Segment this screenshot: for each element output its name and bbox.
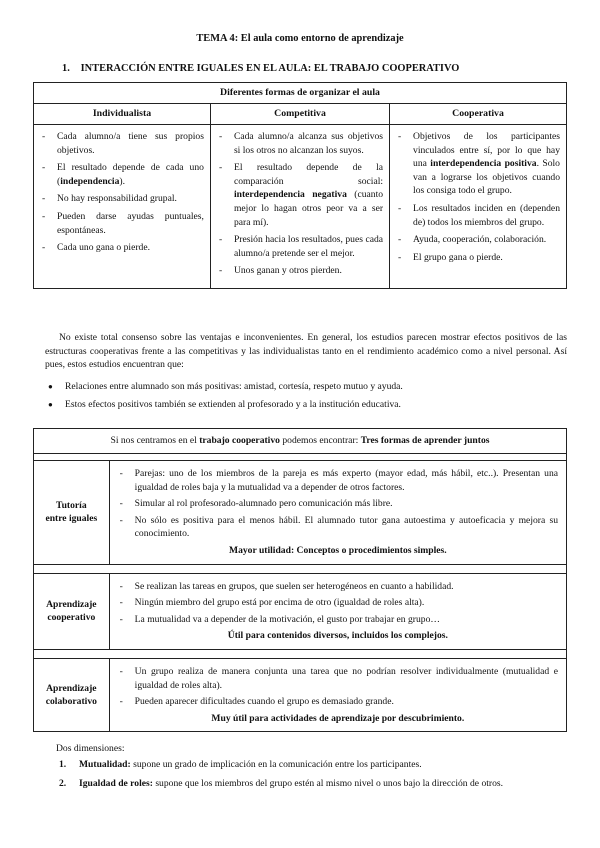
list-item: - El resultado depende de la comparación social: interdependencia negativa (cuanto mejor lo hagan otros peor va a ser para mí).	[217, 161, 383, 229]
row-label-colaborativo: Aprendizaje colaborativo	[34, 658, 110, 731]
column-header-individualista: Individualista	[34, 104, 211, 125]
list-item: - Unos ganan y otros pierden.	[217, 264, 383, 278]
list-item: - Pueden aparecer dificultades cuando el grupo es demasiado grande.	[118, 695, 558, 709]
list-item: - La mutualidad va a depender de la motivación, el gusto por trabajar en grupo…	[118, 613, 558, 627]
document-title: TEMA 4: El aula como entorno de aprendizaje	[196, 33, 404, 44]
list-item: - Ayuda, cooperación, colaboración.	[396, 233, 560, 247]
row-label-cooperativo: Aprendizaje cooperativo	[34, 573, 110, 649]
list-item: - Cada alumno/a alcanza sus objetivos si los otros no alcanzan los suyos.	[217, 130, 383, 157]
list-item: - El resultado depende de cada uno (independencia).	[40, 161, 204, 188]
organization-forms-table	[33, 82, 567, 289]
column-cooperativa	[390, 125, 567, 289]
section-heading	[62, 62, 459, 76]
row-summary: Mayor utilidad: Conceptos o procedimientos simples.	[229, 544, 447, 556]
list-item: - Pueden darse ayudas puntuales, espontáneas.	[40, 210, 204, 237]
list-item: 1. Mutualidad: supone un grado de implicación en la comunicación entre los participantes.	[59, 759, 422, 770]
findings-list	[45, 380, 567, 415]
list-item: - Un grupo realiza de manera conjunta una tarea que no podrían resolver individualmente (mutualidad e igualdad de roles alta).	[118, 665, 558, 692]
list-item: - Cada uno gana o pierde.	[40, 241, 204, 255]
row-content-colaborativo	[109, 658, 566, 731]
list-item: - Presión hacia los resultados, pues cada alumno/a pretende ser el mejor.	[217, 233, 383, 260]
section-title: INTERACCIÓN ENTRE IGUALES EN EL AULA: EL TRABAJO COOPERATIVO	[80, 63, 460, 74]
list-item: - Ningún miembro del grupo está por encima de otro (igualdad de roles alta).	[118, 596, 558, 610]
list-item: - Objetivos de los participantes vinculados entre sí, por lo que hay una interdependencia positiva. Solo van a lograrse los objetivos cuando los consiga todo el grupo.	[396, 130, 560, 198]
table-heading: Si nos centramos en el trabajo cooperativo podemos encontrar: Tres formas de aprender juntos	[34, 429, 567, 454]
bullet-item: ● Estos efectos positivos también se extienden al profesorado y a la institución educativa.	[45, 398, 567, 412]
list-item: - No hay responsabilidad grupal.	[40, 192, 204, 206]
bullet-item: ● Relaciones entre alumnado son más positivas: amistad, cortesía, respeto mutuo y ayuda.	[45, 380, 567, 394]
row-label-tutoria: Tutoría entre iguales	[34, 461, 110, 565]
list-item: - Cada alumno/a tiene sus propios objetivos.	[40, 130, 204, 157]
learning-forms-table	[33, 428, 567, 732]
column-header-competitiva: Competitiva	[210, 104, 389, 125]
row-content-cooperativo	[109, 573, 566, 649]
list-item: - Parejas: uno de los miembros de la pareja es más experto (mayor edad, más hábil, etc..). Presentan una igualdad de roles baja y la mutualidad va a depender de otros factores.	[118, 467, 558, 494]
section-number: 1.	[62, 63, 70, 74]
row-content-tutoria	[109, 461, 566, 565]
column-header-cooperativa: Cooperativa	[390, 104, 567, 125]
column-individualista	[34, 125, 211, 289]
row-summary: Útil para contenidos diversos, incluidos los complejos.	[227, 630, 448, 642]
consensus-paragraph: No existe total consenso sobre las ventajas e inconvenientes. En general, los estudios parecen mostrar efectos positivos de las estructuras cooperativas frente a las competitivas y las individualistas tanto en el rendimiento académico como a nivel personal. Así pues, estos estudios encuentran que:	[45, 332, 567, 371]
list-item: - Los resultados inciden en (dependen de) todos los miembros del grupo.	[396, 202, 560, 229]
column-competitiva	[210, 125, 389, 289]
row-summary: Muy útil para actividades de aprendizaje por descubrimiento.	[211, 712, 465, 724]
dimensions-list	[56, 758, 560, 795]
list-item: - El grupo gana o pierde.	[396, 251, 560, 265]
list-item: - Simular al rol profesorado-alumnado pero comunicación más libre.	[118, 497, 558, 511]
list-item: - No sólo es positiva para el menos hábil. El alumnado tutor gana autoestima y autoeficacia y mejora su conocimiento.	[118, 514, 558, 541]
table-caption: Diferentes formas de organizar el aula	[34, 83, 567, 104]
list-item: 2. Igualdad de roles: supone que los miembros del grupo estén al mismo nivel o unos bajo la dirección de otros.	[59, 777, 504, 789]
list-item: - Se realizan las tareas en grupos, que suelen ser heterogéneos en cuanto a habilidad.	[118, 580, 558, 594]
dimensions-intro: Dos dimensiones:	[56, 743, 125, 754]
